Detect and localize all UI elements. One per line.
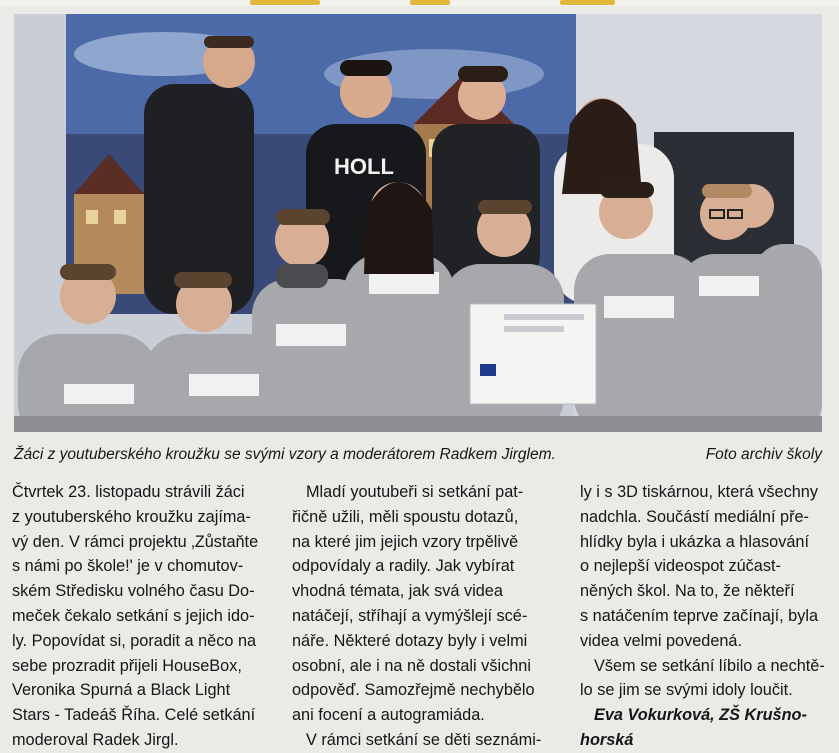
text-line: ly. Popovídat si, poradit a něco na	[12, 631, 257, 650]
text-line: natáčejí, stříhají a vymýšlejí scé-	[292, 606, 528, 625]
group-photo-illustration	[14, 14, 822, 432]
text-line: Všem se setkání líbilo a nechtě-	[594, 656, 825, 675]
text-line: náře. Některé dotazy byly i velmi	[292, 631, 528, 650]
article-column-1	[12, 480, 264, 753]
author-signature-cont: horská	[580, 730, 634, 749]
text-line: řičně užili, měli spoustu dotazů,	[292, 507, 519, 526]
tshirt-text: HOLL	[334, 154, 394, 179]
text-line: z youtuberského kroužku zajíma-	[12, 507, 251, 526]
author-signature: Eva Vokurková, ZŠ Krušno-	[594, 706, 807, 725]
text-line: Stars - Tadeáš Říha. Celé setkání	[12, 706, 256, 725]
text-line: odpověď. Samozřejmě nechybělo	[292, 681, 535, 700]
text-line: s námi po škole!' je v chomutov-	[12, 557, 244, 576]
text-line: sebe prozradit přijeli HouseBox,	[12, 656, 242, 675]
text-line: odpovídaly a radily. Jak vybírat	[292, 557, 515, 576]
text-line: meček čekalo setkání s jejich ido-	[12, 606, 255, 625]
article-column-2	[292, 480, 550, 753]
text-line: ly i s 3D tiskárnou, která všechny	[580, 483, 818, 501]
text-line: Veronika Spurná a Black Light	[12, 681, 231, 700]
text-line: hlídky byla i ukázka a hlasování	[580, 532, 809, 551]
text-line: s natáčením teprve začínají, byla	[580, 606, 819, 625]
text-line: lo se jim se svými idoly loučit.	[580, 681, 793, 700]
text-line: V rámci setkání se děti seznámi-	[306, 730, 542, 749]
text-line: vý den. V rámci projektu ‚Zůstaňte	[12, 532, 259, 551]
text-line: moderoval Radek Jirgl.	[12, 730, 179, 749]
text-line: osobní, ale i na ně dostali všichni	[292, 656, 531, 675]
text-line: o nejlepší videospot zúčast-	[580, 557, 781, 576]
text-line: vhodná témata, jak svá videa	[292, 582, 503, 601]
top-decoration	[0, 0, 839, 6]
text-line: nadchla. Součástí mediální pře-	[580, 507, 809, 526]
text-line: na které jim jejich vzory trpělivě	[292, 532, 519, 551]
text-line: ani focení a autogramiáda.	[292, 706, 485, 725]
text-line: něných škol. Na to, že někteří	[580, 582, 795, 601]
caption-text: Žáci z youtuberského kroužku se svými vzory a moderátorem Radkem Jirglem.	[14, 446, 556, 463]
group-photo	[14, 14, 822, 432]
photo-credit: Foto archiv školy	[705, 446, 822, 463]
text-line: Čtvrtek 23. listopadu strávili žáci	[12, 483, 245, 501]
text-line: ském Středisku volného času Do-	[12, 582, 255, 601]
article-column-3	[580, 480, 828, 753]
text-line: Mladí youtubeři si setkání pat-	[306, 483, 524, 501]
text-line: videa velmi povedená.	[580, 631, 743, 650]
